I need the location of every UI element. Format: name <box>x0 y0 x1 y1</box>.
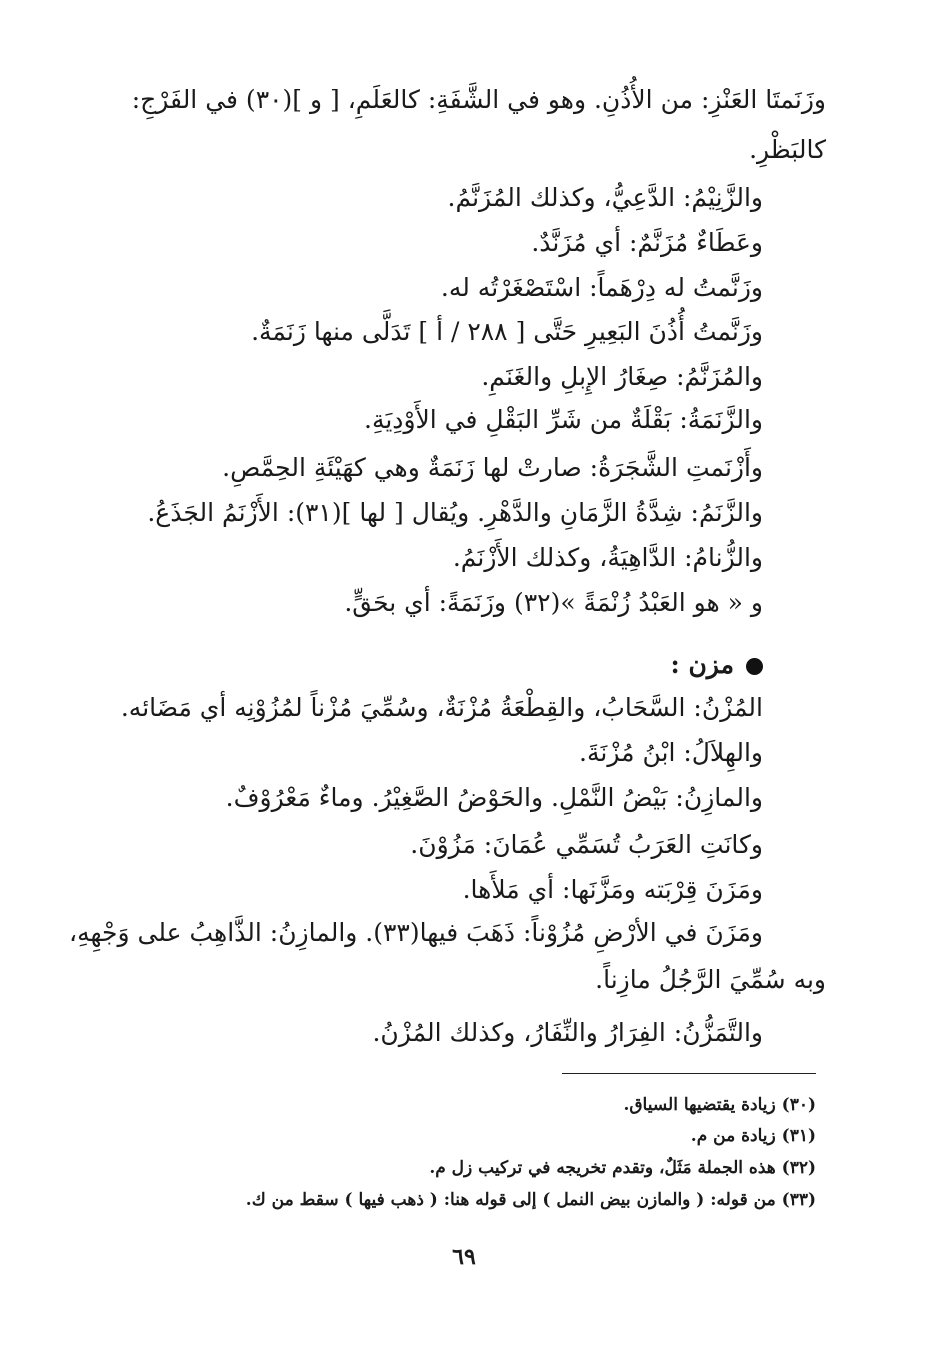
section-line-6-part-b: وبه سُمِّيَ الرَّجُلُ مازِناً. <box>595 965 826 994</box>
footnote-31: (٣١) زيادة من م. <box>690 1126 816 1146</box>
section-heading-text: مزن : <box>670 650 734 679</box>
body-line-8: وأَزْنَمتِ الشَّجَرَةُ: صارتْ لها زَنَمَةٌ وهي كهَيْئَةِ الحِمَّصِ. <box>222 453 763 482</box>
body-line-4: وزَنَّمتُ له دِرْهَماً: اسْتَصْغَرْتُه له. <box>440 273 763 302</box>
footnote-33: (٣٣) من قوله: ( والمازن بيض النمل ) إلى قوله هنا: ( ذهب فيها ) سقط من ك. <box>245 1190 816 1210</box>
footnote-32: (٣٢) هذه الجملة مَثَلٌ، وتقدم تخريجه في تركيب زل م. <box>429 1158 816 1178</box>
body-line-1-part-b: كالبَظْرِ. <box>749 135 826 164</box>
footnote-divider <box>562 1073 816 1074</box>
footnote-30: (٣٠) زيادة يقتضيها السياق. <box>623 1095 816 1115</box>
body-line-11: و « هو العَبْدُ زُنْمَةً »(٣٢) وزَنَمَةً: أي بحَقٍّ. <box>344 588 763 617</box>
body-line-10: والزُّنامُ: الدَّاهِيَةُ، وكذلك الأَزْنَمُ. <box>452 543 763 572</box>
body-line-9: والزَّنَمُ: شِدَّةُ الزَّمَانِ والدَّهْرِ. ويُقال [ لها ](٣١): الأَزْنَمُ الجَذَعُ. <box>147 498 763 527</box>
section-line-6a <box>69 913 763 953</box>
section-line-3: والمازِنُ: بَيْضُ النَّمْلِ. والحَوْضُ الصَّغِيْرُ. وماءٌ مَعْرُوْفٌ. <box>225 783 763 812</box>
section-line-2: والهِلاَلُ: ابْنُ مُزْنَةَ. <box>579 738 763 767</box>
body-line-1a <box>132 80 826 120</box>
body-line-1b <box>749 130 826 170</box>
section-line-1: المُزْنُ: السَّحَابُ، والقِطْعَةُ مُزْنَةٌ، وسُمِّيَ مُزْناً لمُزُوْنِه أي مَضَائه. <box>120 693 763 722</box>
body-line-2: والزَّنِيْمُ: الدَّعِيُّ، وكذلك المُزَنَّمُ. <box>447 183 763 212</box>
body-line-1-part-a: وزَنَمتَا العَنْزِ: من الأُذُنِ. وهو في الشَّفَةِ: كالعَلَمِ، [ و ](٣٠) في الفَرْجِ: <box>131 85 826 114</box>
section-line-6b <box>595 960 826 1000</box>
body-line-6: والمُزَنَّمُ: صِغَارُ الإِبلِ والغَنَمِ. <box>481 362 763 391</box>
body-line-7: والزَّنَمَةُ: بَقْلَةٌ من شَرِّ البَقْلِ في الأَوْدِيَةِ. <box>364 405 763 434</box>
page-number: ٦٩ <box>452 1244 476 1270</box>
body-line-5: وزَنَّمتُ أُذُنَ البَعِيرِ حَتَّى [ ٢٨٨ / أ ] تَدَلَّى منها زَنَمَةٌ. <box>251 317 763 346</box>
section-line-4: وكانَتِ العَرَبُ تُسَمِّي عُمَانَ: مَزُوْنَ. <box>410 830 763 859</box>
body-line-3: وعَطَاءٌ مُزَنَّمٌ: أي مُزَنَّدٌ. <box>531 228 763 257</box>
section-heading <box>671 645 763 685</box>
section-line-5: ومَزَنَ قِرْبَته ومَزَّنَها: أي مَلأَها. <box>462 875 763 904</box>
section-line-6-part-a: ومَزَنَ في الأرْضِ مُزُوْناً: ذَهَبَ فيها(٣٣). والمازِنُ: الذَّاهِبُ على وَجْهِهِ، <box>69 918 763 947</box>
bullet-icon <box>746 658 763 675</box>
section-line-7: والتَّمَزُّنُ: الفِرَارُ والنِّفَارُ، وكذلك المُزْنُ. <box>372 1018 763 1047</box>
